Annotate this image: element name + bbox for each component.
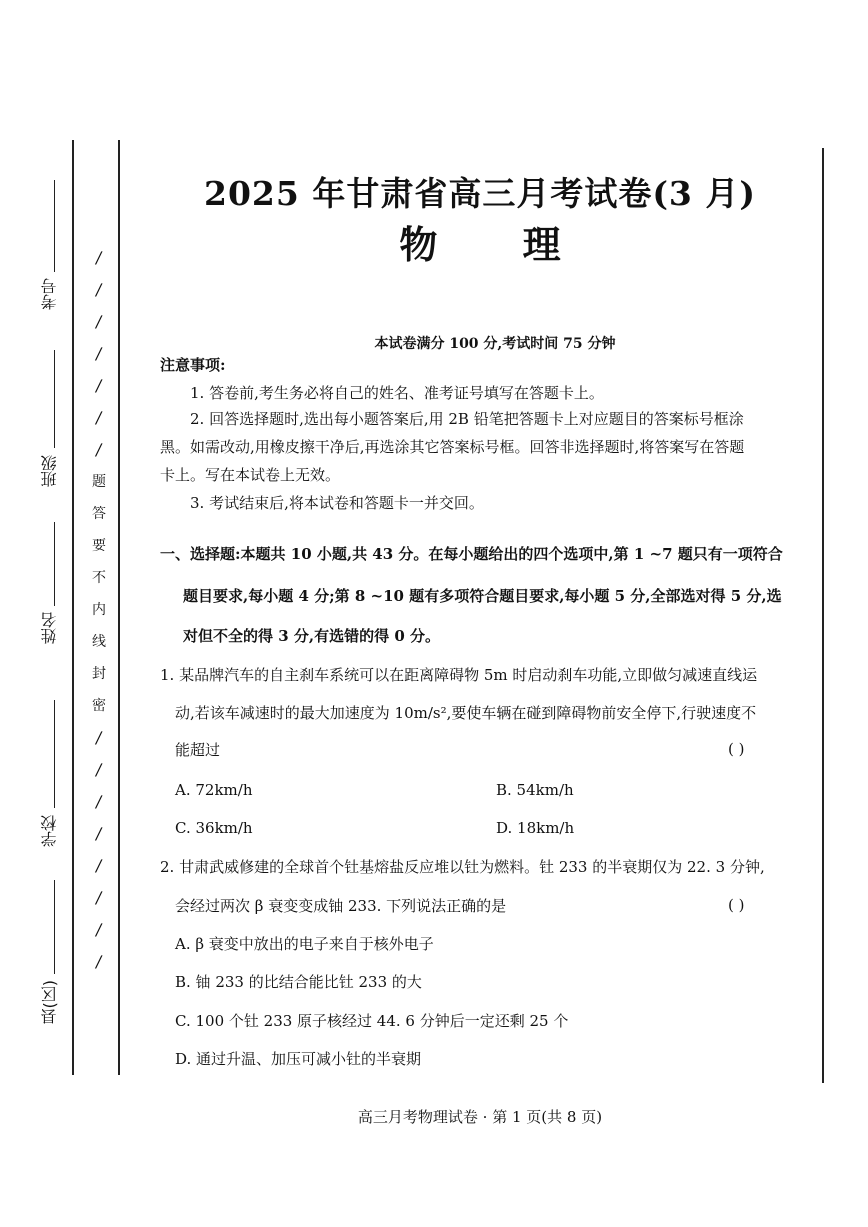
page-border-right (822, 148, 824, 1083)
seal-word: 内 (92, 602, 106, 618)
class-blank (54, 350, 55, 448)
school-label: 学校 (40, 815, 59, 847)
question-2-stem: 2. 甘肃武威修建的全球首个钍基熔盐反应堆以钍为燃料。钍 233 的半衰期仅为 22. 3 分钟, (160, 858, 765, 876)
option-a: A. β 衰变中放出的电子来自于核外电子 (175, 935, 434, 953)
question-2-stem: 会经过两次 β 衰变变成铀 233. 下列说法正确的是 (175, 897, 507, 915)
seal-word: 线 (92, 634, 106, 650)
subject-title: 物 理 (399, 223, 561, 267)
question-1-stem: 能超过 (175, 741, 221, 759)
exam-title: 2025 年甘肃省高三月考试卷(3 月) (203, 174, 756, 213)
seal-word: 题 (92, 474, 106, 490)
seal-word: 封 (92, 666, 106, 682)
seal-word: 答 (92, 506, 106, 522)
county-blank (54, 880, 55, 974)
section-heading: 题目要求,每小题 4 分;第 8 ~10 题有多项符合题目要求,每小题 5 分,全部选对得 5 分,选 (183, 587, 782, 605)
seal-word: 密 (92, 698, 106, 714)
notice-item: 3. 考试结束后,将本试卷和答题卡一并交回。 (190, 494, 484, 512)
exam-info: 本试卷满分 100 分,考试时间 75 分钟 (374, 336, 616, 352)
option-b: B. 铀 233 的比结合能比钍 233 的大 (175, 973, 422, 991)
class-label: 班级 (40, 455, 59, 487)
notice-item: 卡上。写在本试卷上无效。 (160, 466, 341, 484)
question-1-stem: 1. 某品牌汽车的自主刹车系统可以在距离障碍物 5m 时启动刹车功能,立即做匀减速直线运 (160, 666, 758, 684)
question-1-stem: 动,若该车减速时的最大加速度为 10m/s²,要使车辆在碰到障碍物前安全停下,行驶速度不 (175, 704, 757, 722)
notice-heading: 注意事项: (160, 356, 226, 374)
page-footer: 高三月考物理试卷 · 第 1 页(共 8 页) (357, 1108, 603, 1126)
notice-item: 黑。如需改动,用橡皮擦干净后,再选涂其它答案标号框。回答非选择题时,将答案写在答题 (160, 438, 745, 456)
seal-word: 不 (92, 570, 106, 586)
option-d: D. 18km/h (496, 819, 575, 837)
option-d: D. 通过升温、加压可减小钍的半衰期 (175, 1050, 422, 1068)
margin-line-right (118, 140, 120, 1075)
county-label: 县(区) (40, 980, 59, 1025)
section-heading: 一、选择题:本题共 10 小题,共 43 分。在每小题给出的四个选项中,第 1 ~7 题只有一项符合 (160, 545, 783, 563)
seal-line-column: / / / / / / / 题 答 要 不 内 线 封 密 / / / / / / / / (92, 248, 106, 971)
exam-number-label: 考号 (40, 278, 59, 310)
answer-parentheses: ( ) (728, 740, 745, 758)
option-c: C. 100 个钍 233 原子核经过 44. 6 分钟后一定还剩 25 个 (175, 1012, 569, 1030)
name-label: 姓名 (40, 612, 59, 644)
exam-number-blank (54, 180, 55, 272)
margin-line-left (72, 140, 74, 1075)
notice-item: 2. 回答选择题时,选出每小题答案后,用 2B 铅笔把答题卡上对应题目的答案标号框涂 (190, 410, 744, 428)
notice-item: 1. 答卷前,考生务必将自己的姓名、准考证号填写在答题卡上。 (190, 384, 604, 402)
section-heading: 对但不全的得 3 分,有选错的得 0 分。 (183, 627, 440, 645)
option-b: B. 54km/h (496, 781, 574, 799)
seal-word: 要 (92, 538, 106, 554)
answer-parentheses: ( ) (728, 896, 745, 914)
option-a: A. 72km/h (175, 781, 253, 799)
name-blank (54, 522, 55, 606)
option-c: C. 36km/h (175, 819, 253, 837)
school-blank (54, 700, 55, 808)
